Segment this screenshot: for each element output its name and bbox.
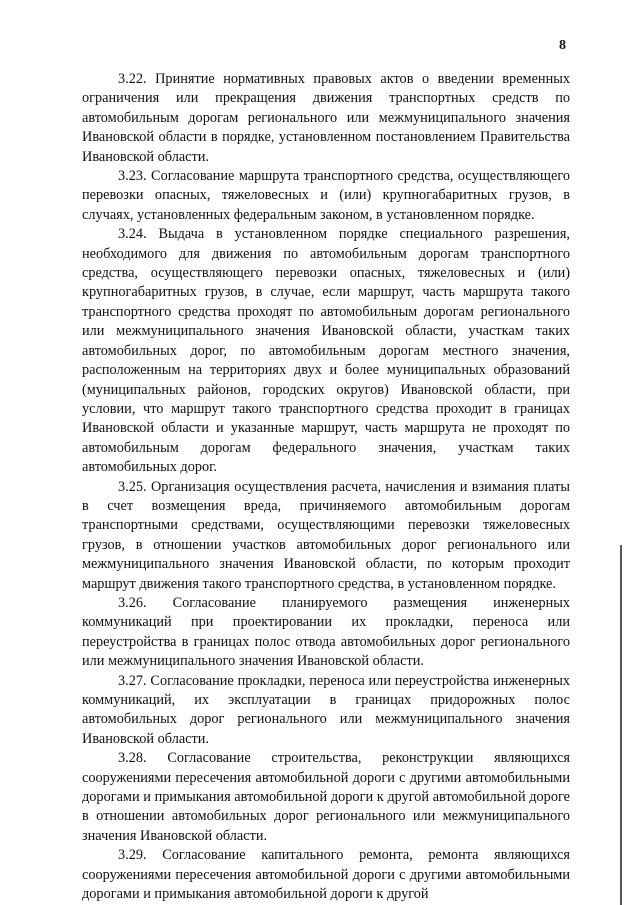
- paragraph-3-27: 3.27. Согласование прокладки, переноса или переустройства инженерных коммуникаций, их эксплуатации в границах придорожных полос автомобильных дорог регионального или межмуниципального значения Ивановской области.: [82, 672, 570, 747]
- paragraph-3-23: 3.23. Согласование маршрута транспортного средства, осуществляющего перевозки опасных, тяжеловесных и (или) крупногабаритных грузов, в случаях, установленных федеральным законом, в установленном порядке.: [82, 168, 570, 223]
- paragraph-3-26: 3.26. Согласование планируемого размещения инженерных коммуникаций при проектировании их прокладки, переноса или переустройства в границах полос отвода автомобильных дорог регионального или межмуниципального значения Ивановской области.: [82, 594, 570, 670]
- page-number: 8: [559, 38, 566, 53]
- scan-edge-line: [620, 545, 622, 905]
- paragraph-3-24: 3.24. Выдача в установленном порядке специального разрешения, необходимого для движения по автомобильным дорогам транспортного средства, осуществляющего перевозки опасных, тяжеловесных и (или) крупногабаритных грузов, в случае, если маршрут, часть маршрута такого транспортного средства проходят по автомобильным дорогам регионального или межмуниципального значения Ивановской области, участкам таких автомобильных дорог, по автомобильным дорогам местного значения, расположенным на территориях двух и более муниципальных образований (муниципальных районов, городских округов) Ивановской области, при условии, что маршрут такого транспортного средства проходит в границах Ивановской области и указанные маршрут, часть маршрута не проходят по автомобильным дорогам федерального значения, участкам таких автомобильных дорог.: [82, 226, 570, 476]
- paragraph-3-25: 3.25. Организация осуществления расчета, начисления и взимания платы в счет возмещения вреда, причиняемого автомобильным дорогам транспортными средствами, осуществляющими перевозки тяжеловесных грузов, в отношении участков автомобильных дорог регионального или межмуниципального значения Ивановской области, по которым проходит маршрут движения такого транспортного средства, в установленном порядке.: [82, 478, 570, 592]
- paragraph-3-28: 3.28. Согласование строительства, реконструкции являющихся сооружениями пересечения автомобильной дороги с другими автомобильными дорогами и примыкания автомобильной дороги к другой автомобильной дороге в отношении автомобильных дорог регионального или межмуниципального значения Ивановской области.: [82, 750, 570, 844]
- document-body: [82, 70, 570, 904]
- paragraph-3-22: 3.22. Принятие нормативных правовых актов о введении временных ограничения или прекращения движения транспортных средств по автомобильным дорогам регионального или межмуниципального значения Ивановской области в порядке, установленном постановлением Правительства Ивановской области.: [82, 71, 570, 165]
- paragraph-3-29: 3.29. Согласование капитального ремонта, ремонта являющихся сооружениями пересечения автомобильной дороги с другими автомобильными дорогами и примыкания автомобильной дороги к другой: [82, 847, 570, 903]
